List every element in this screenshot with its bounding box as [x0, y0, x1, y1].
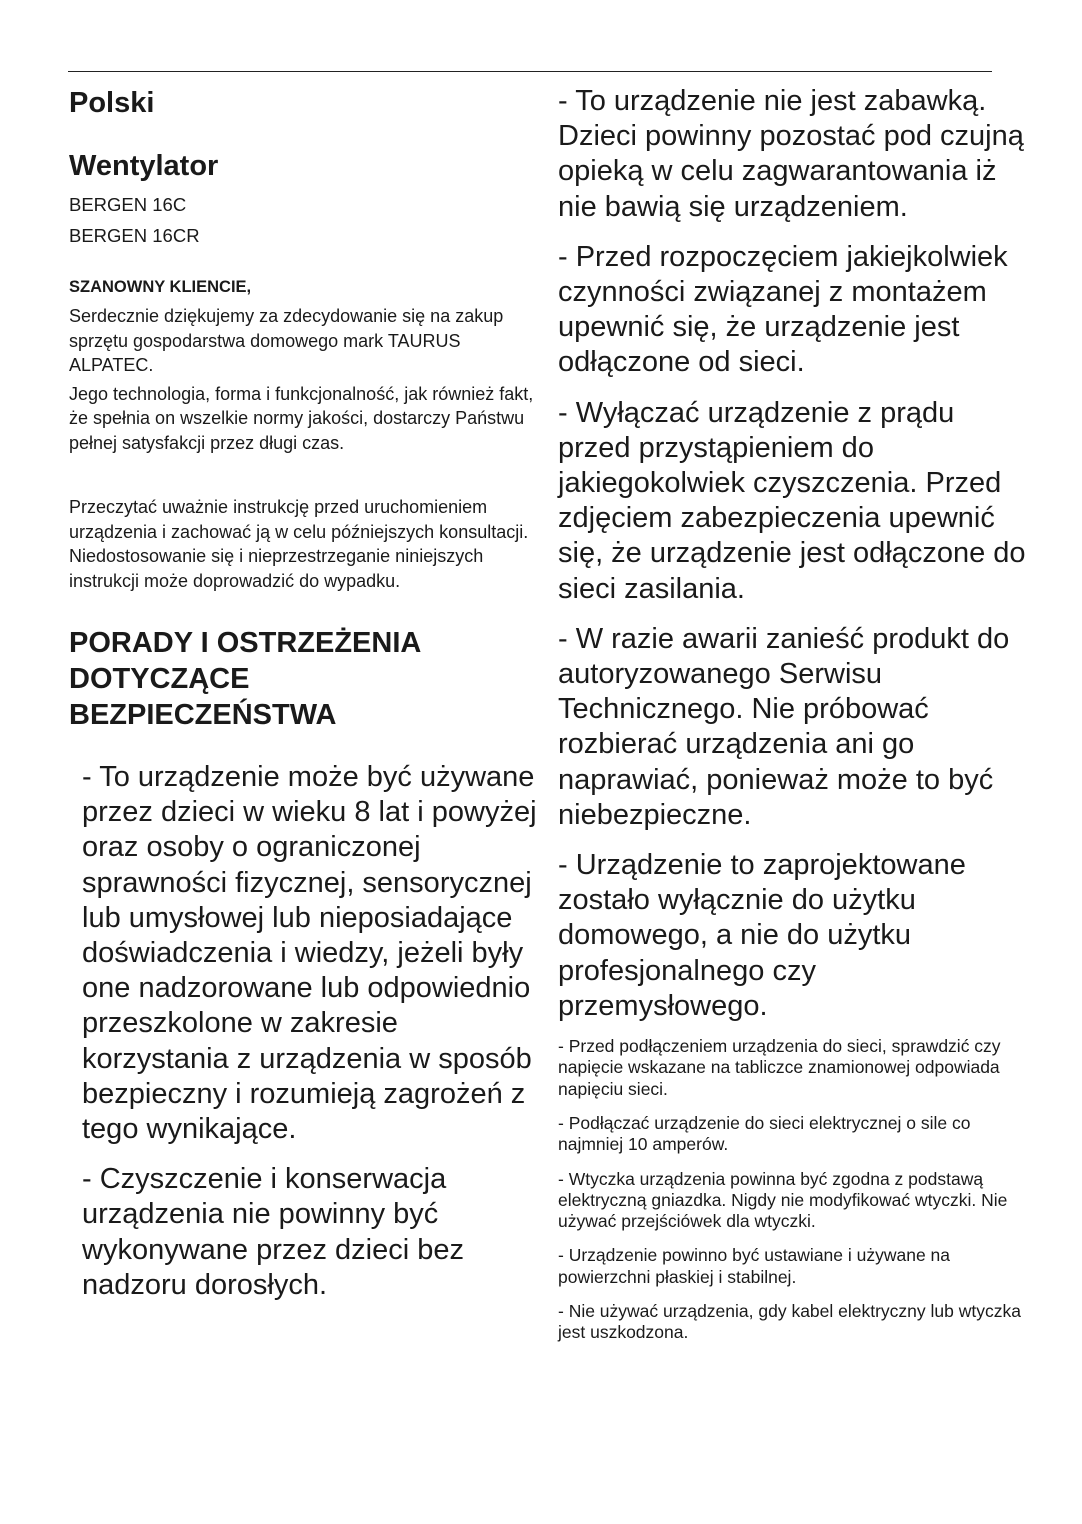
safety-item: - Urządzenie to zaprojektowane zostało wyłącznie do użytku domowego, a nie do użytku profesjonalnego czy przemysłowego.: [558, 849, 966, 1022]
safety-heading-line: PORADY I OSTRZEŻENIA: [69, 627, 422, 659]
safety-note: - Podłączać urządzenie do sieci elektrycznej o sile co najmniej 10 amperów.: [558, 1112, 971, 1155]
product-name: Wentylator: [69, 150, 219, 182]
model-name: BERGEN 16C: [69, 194, 187, 215]
safety-item: - Wyłączać urządzenie z prądu przed przystąpieniem do jakiegokolwiek czyszczenia. Przed zdjęciem zabezpieczenia upewnić się, że urządzenie jest odłączone do sieci zasilania.: [558, 396, 1026, 605]
safety-note: - Przed podłączeniem urządzenia do sieci, sprawdzić czy napięcie wskazane na tabliczce znamionowej odpowiada napięciu sieci.: [558, 1036, 1001, 1099]
safety-heading-line: DOTYCZĄCE: [69, 663, 250, 695]
safety-item: - W razie awarii zanieść produkt do autoryzowanego Serwisu Technicznego. Nie próbować rozbierać urządzenia ani go naprawiać, ponieważ może to być niebezpieczne.: [558, 622, 1010, 831]
left-column: [69, 86, 539, 1303]
safety-item: - Przed rozpoczęciem jakiejkolwiek czynności związanej z montażem upewnić się, że urządzenie jest odłączone od sieci.: [558, 240, 1008, 379]
intro-paragraph: Jego technologia, forma i funkcjonalność, jak również fakt, że spełnia on wszelkie normy jakości, dostarczy Państwu pełnej satysfakcji przez długi czas.: [69, 383, 534, 453]
intro-paragraph: Serdecznie dziękujemy za zdecydowanie się na zakup sprzętu gospodarstwa domowego mark TAURUS ALPATEC.: [69, 306, 504, 375]
safety-list-right: [558, 84, 1028, 1024]
top-rule: [68, 71, 992, 72]
safety-heading: [69, 625, 539, 733]
model-name: BERGEN 16CR: [69, 225, 200, 246]
safety-note: - Wtyczka urządzenia powinna być zgodna z podstawą elektryczną gniazdka. Nigdy nie modyfikować wtyczki. Nie używać przejściówek dla wtyczki.: [558, 1168, 1008, 1232]
safety-note: - Urządzenie powinno być ustawiane i używane na powierzchni płaskiej i stabilnej.: [558, 1245, 951, 1287]
greeting: SZANOWNY KLIENCIE,: [69, 278, 252, 296]
safety-item: - To urządzenie może być używane przez dzieci w wieku 8 lat i powyżej oraz osoby o ograniczonej sprawności fizycznej, sensorycznej lub umysłowej lub nieposiadające doświadczenia i wiedzy, jeżeli były one nadzorowane lub odpowiednio przeszkolone w zakresie korzystania z urządzenia w sposób bezpieczny i rozumieją zagrożeń z tego wynikające.: [82, 761, 537, 1146]
instructions-paragraph: Przeczytać uważnie instrukcję przed uruchomieniem urządzenia i zachować ją w celu późniejszych konsultacji. Niedostosowanie się i nieprzestrzeganie niniejszych instrukcji może doprowadzić do wypadku.: [69, 497, 529, 591]
safety-note: - Nie używać urządzenia, gdy kabel elektryczny lub wtyczka jest uszkodzona.: [558, 1301, 1021, 1343]
right-column: [558, 84, 1028, 1344]
safety-list-left: [82, 760, 539, 1303]
language-title: Polski: [69, 87, 155, 119]
safety-item: - Czyszczenie i konserwacja urządzenia nie powinny być wykonywane przez dzieci bez nadzoru dorosłych.: [82, 1163, 465, 1301]
safety-item: - To urządzenie nie jest zabawką. Dzieci powinny pozostać pod czujną opieką w celu zagwarantowania iż nie bawią się urządzeniem.: [558, 85, 1024, 223]
safety-heading-line: BEZPIECZEŃSTWA: [69, 699, 337, 731]
safety-list-small: [558, 1036, 1028, 1344]
